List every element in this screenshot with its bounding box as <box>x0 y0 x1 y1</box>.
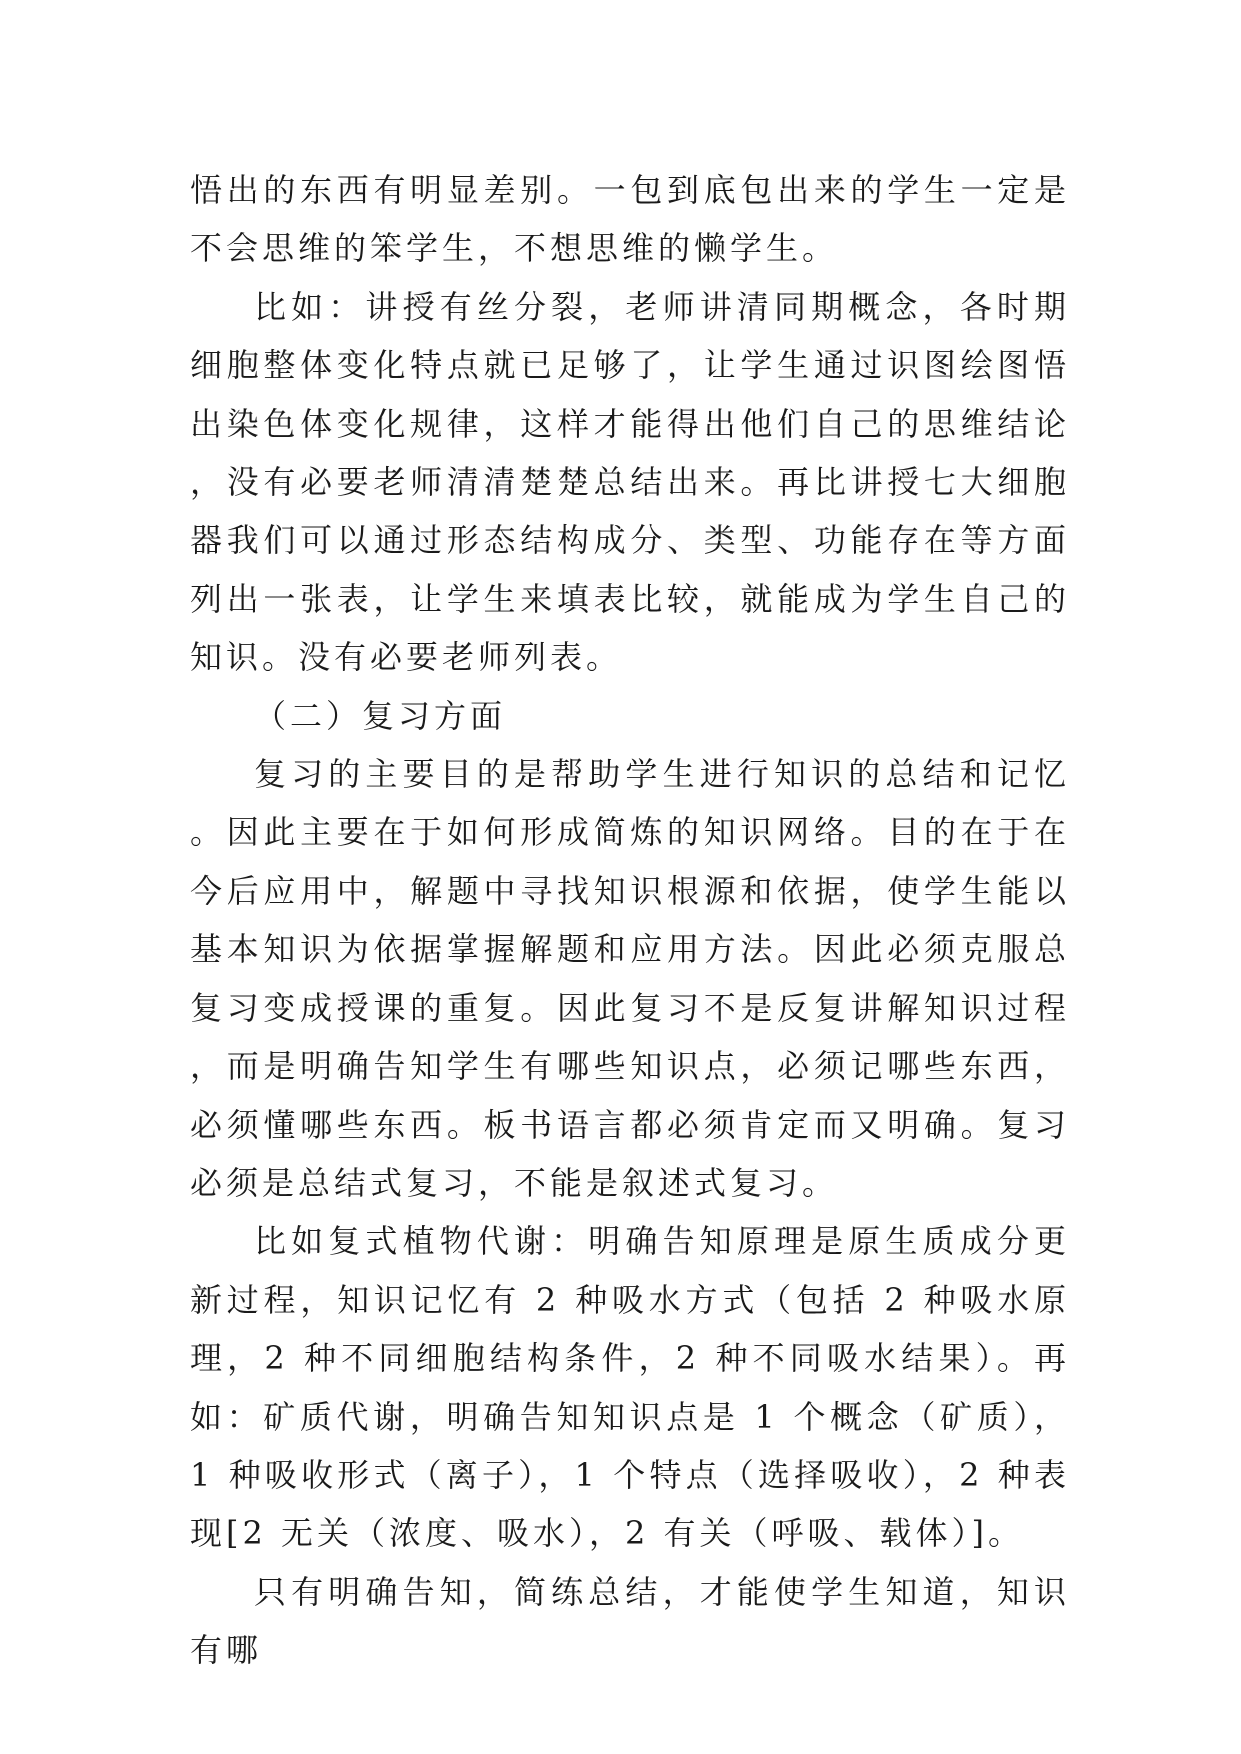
paragraph-review-purpose: 复习的主要目的是帮助学生进行知识的总结和记忆。因此主要在于如何形成简炼的知识网络。目的在于在今后应用中，解题中寻找知识根源和依据，使学生能以基本知识为依据掌握解题和应用方法。因此必须克服总复习变成授课的重复。因此复习不是反复讲解知识过程，而是明确告知学生有哪些知识点，必须记哪些东西，必须懂哪些东西。板书语言都必须肯定而又明确。复习必须是总结式复习，不能是叙述式复习。 <box>190 755 1070 1202</box>
paragraph-continuation: 悟出的东西有明显差别。一包到底包出来的学生一定是不会思维的笨学生，不想思维的懒学生。 <box>190 171 1070 268</box>
section-heading-review: （二）复习方面 <box>254 696 507 735</box>
paragraph-conclusion-start: 只有明确告知，简练总结，才能使学生知道，知识有哪 <box>190 1572 1070 1670</box>
paragraph-example-teaching: 比如：讲授有丝分裂，老师讲清同期概念，各时期细胞整体变化特点就已足够了，让学生通过识图绘图悟出染色体变化规律，这样才能得出他们自己的思维结论，没有必要老师清清楚楚总结出来。再比讲授七大细胞器我们可以通过形态结构成分、类型、功能存在等方面列出一张表，让学生来填表比较，就能成为学生自己的知识。没有必要老师列表。 <box>190 287 1070 677</box>
paragraph-example-review: 比如复式植物代谢：明确告知原理是原生质成分更新过程，知识记忆有 2 种吸水方式（包括 2 种吸水原理，2 种不同细胞结构条件，2 种不同吸水结果）。再如：矿质代谢，明确告知知识点是 1 个概念（矿质），1 种吸收形式（离子），1 个特点（选择吸收），2 种表现[2 无关（浓度、吸水），2 有关（呼吸、载体）]。 <box>190 1222 1070 1553</box>
body-text <box>190 161 1070 1680</box>
